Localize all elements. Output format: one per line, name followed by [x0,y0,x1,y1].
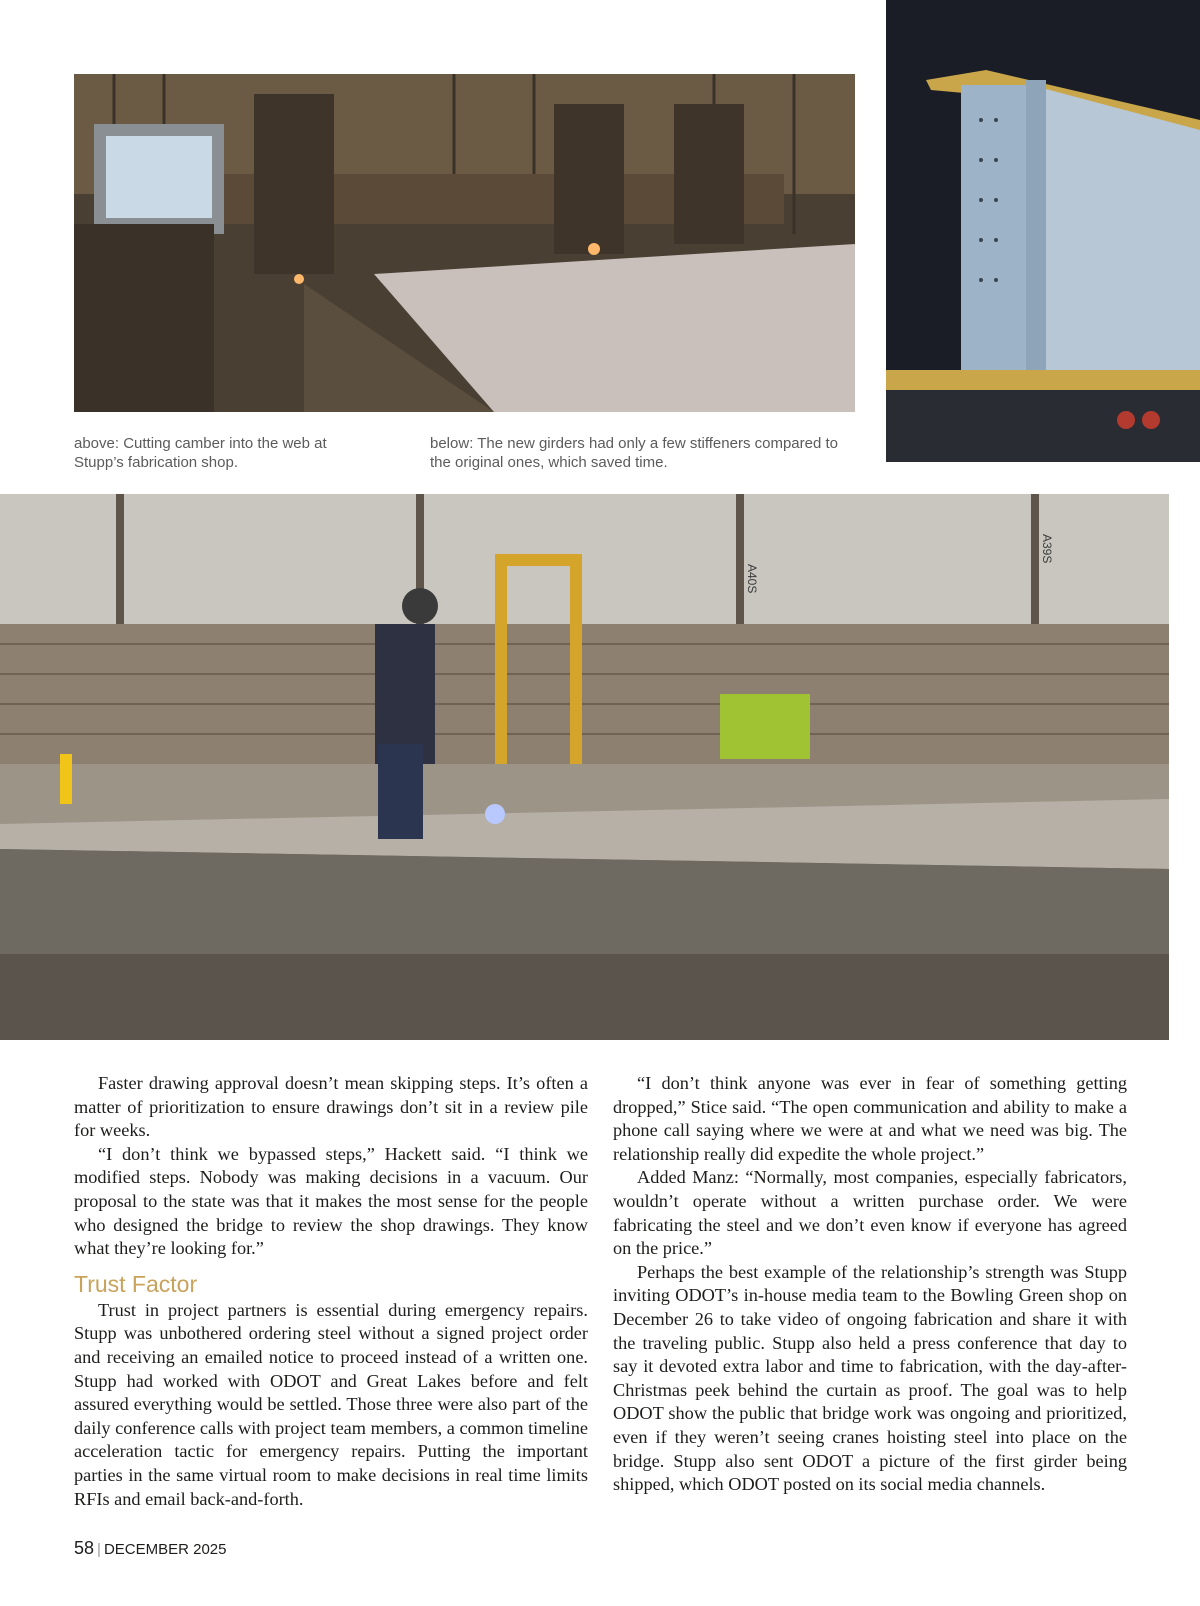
cutting-machine-image [74,74,855,412]
article-column-left [74,1072,588,1511]
paragraph: “I don’t think we bypassed steps,” Hackett said. “I think we modified steps. Nobody was making decisions in a vacuum. Our proposal to the state was that it makes the most sense for the people who designed the bridge to review the shop drawings. They know what they’re looking for.” [74,1143,588,1259]
paragraph: Added Manz: “Normally, most companies, especially fabricators, wouldn’t operate without a written purchase order. We were fabricating the steel and we don’t even know if everyone has agreed on the price.” [613,1167,1127,1259]
paragraph: Faster drawing approval doesn’t mean skipping steps. It’s often a matter of prioritization to ensure drawings don’t sit in a review pile for weeks. [74,1073,588,1141]
girder-image [886,0,1200,462]
caption-above: above: Cutting camber into the web at Stupp’s fabrication shop. [74,435,327,471]
article-column-right [613,1072,1127,1497]
photo-girder-stiffeners [886,0,1200,462]
photo-shop-welding [0,494,1169,1040]
paragraph: “I don’t think anyone was ever in fear of something getting dropped,” Stice said. “The open communication and ability to make a phone call saying where we were at and what we need was big. The relationship really did expedite the whole project.” [613,1073,1127,1164]
page-number: 58 [74,1538,95,1558]
page-footer [74,1538,227,1559]
welding-shop-image [0,494,1169,1040]
issue-date: DECEMBER 2025 [103,1541,227,1558]
column-marker-a39s: A39S [1040,534,1054,564]
photo-cutting-camber [74,74,855,412]
footer-separator: | [97,1541,101,1558]
section-heading: Trust Factor [74,1270,198,1297]
caption-below: below: The new girders had only a few stiffeners compared to the original ones, which saved time. [430,435,839,471]
column-marker-a40s: A40S [745,564,759,594]
paragraph: Trust in project partners is essential during emergency repairs. Stupp was unbothered ordering steel without a signed project order and receiving an emailed notice to proceed instead of a written one. Stupp had worked with ODOT and Great Lakes before and felt assured everything would be settled. Those three were also part of the daily conference calls with project team members, a common timeline acceleration tactic for emergency repairs. Putting the important parties in the same virtual room to make decisions in real time limits RFIs and email back-and-forth. [74,1299,588,1509]
paragraph: Perhaps the best example of the relationship’s strength was Stupp inviting ODOT’s in-house media team to the Bowling Green shop on December 26 to take video of ongoing fabrication and share it with the traveling public. Stupp also held a press conference that day to say it devoted extra labor and time to fabrication, with the day-after-Christmas peek behind the curtain as proof. The goal was to help ODOT show the public that bridge work was ongoing and prioritized, even if they weren’t seeing cranes hoisting steel into place on the bridge. Stupp also sent ODOT a picture of the first girder being shipped, which ODOT posted on its social media channels. [613,1261,1127,1495]
